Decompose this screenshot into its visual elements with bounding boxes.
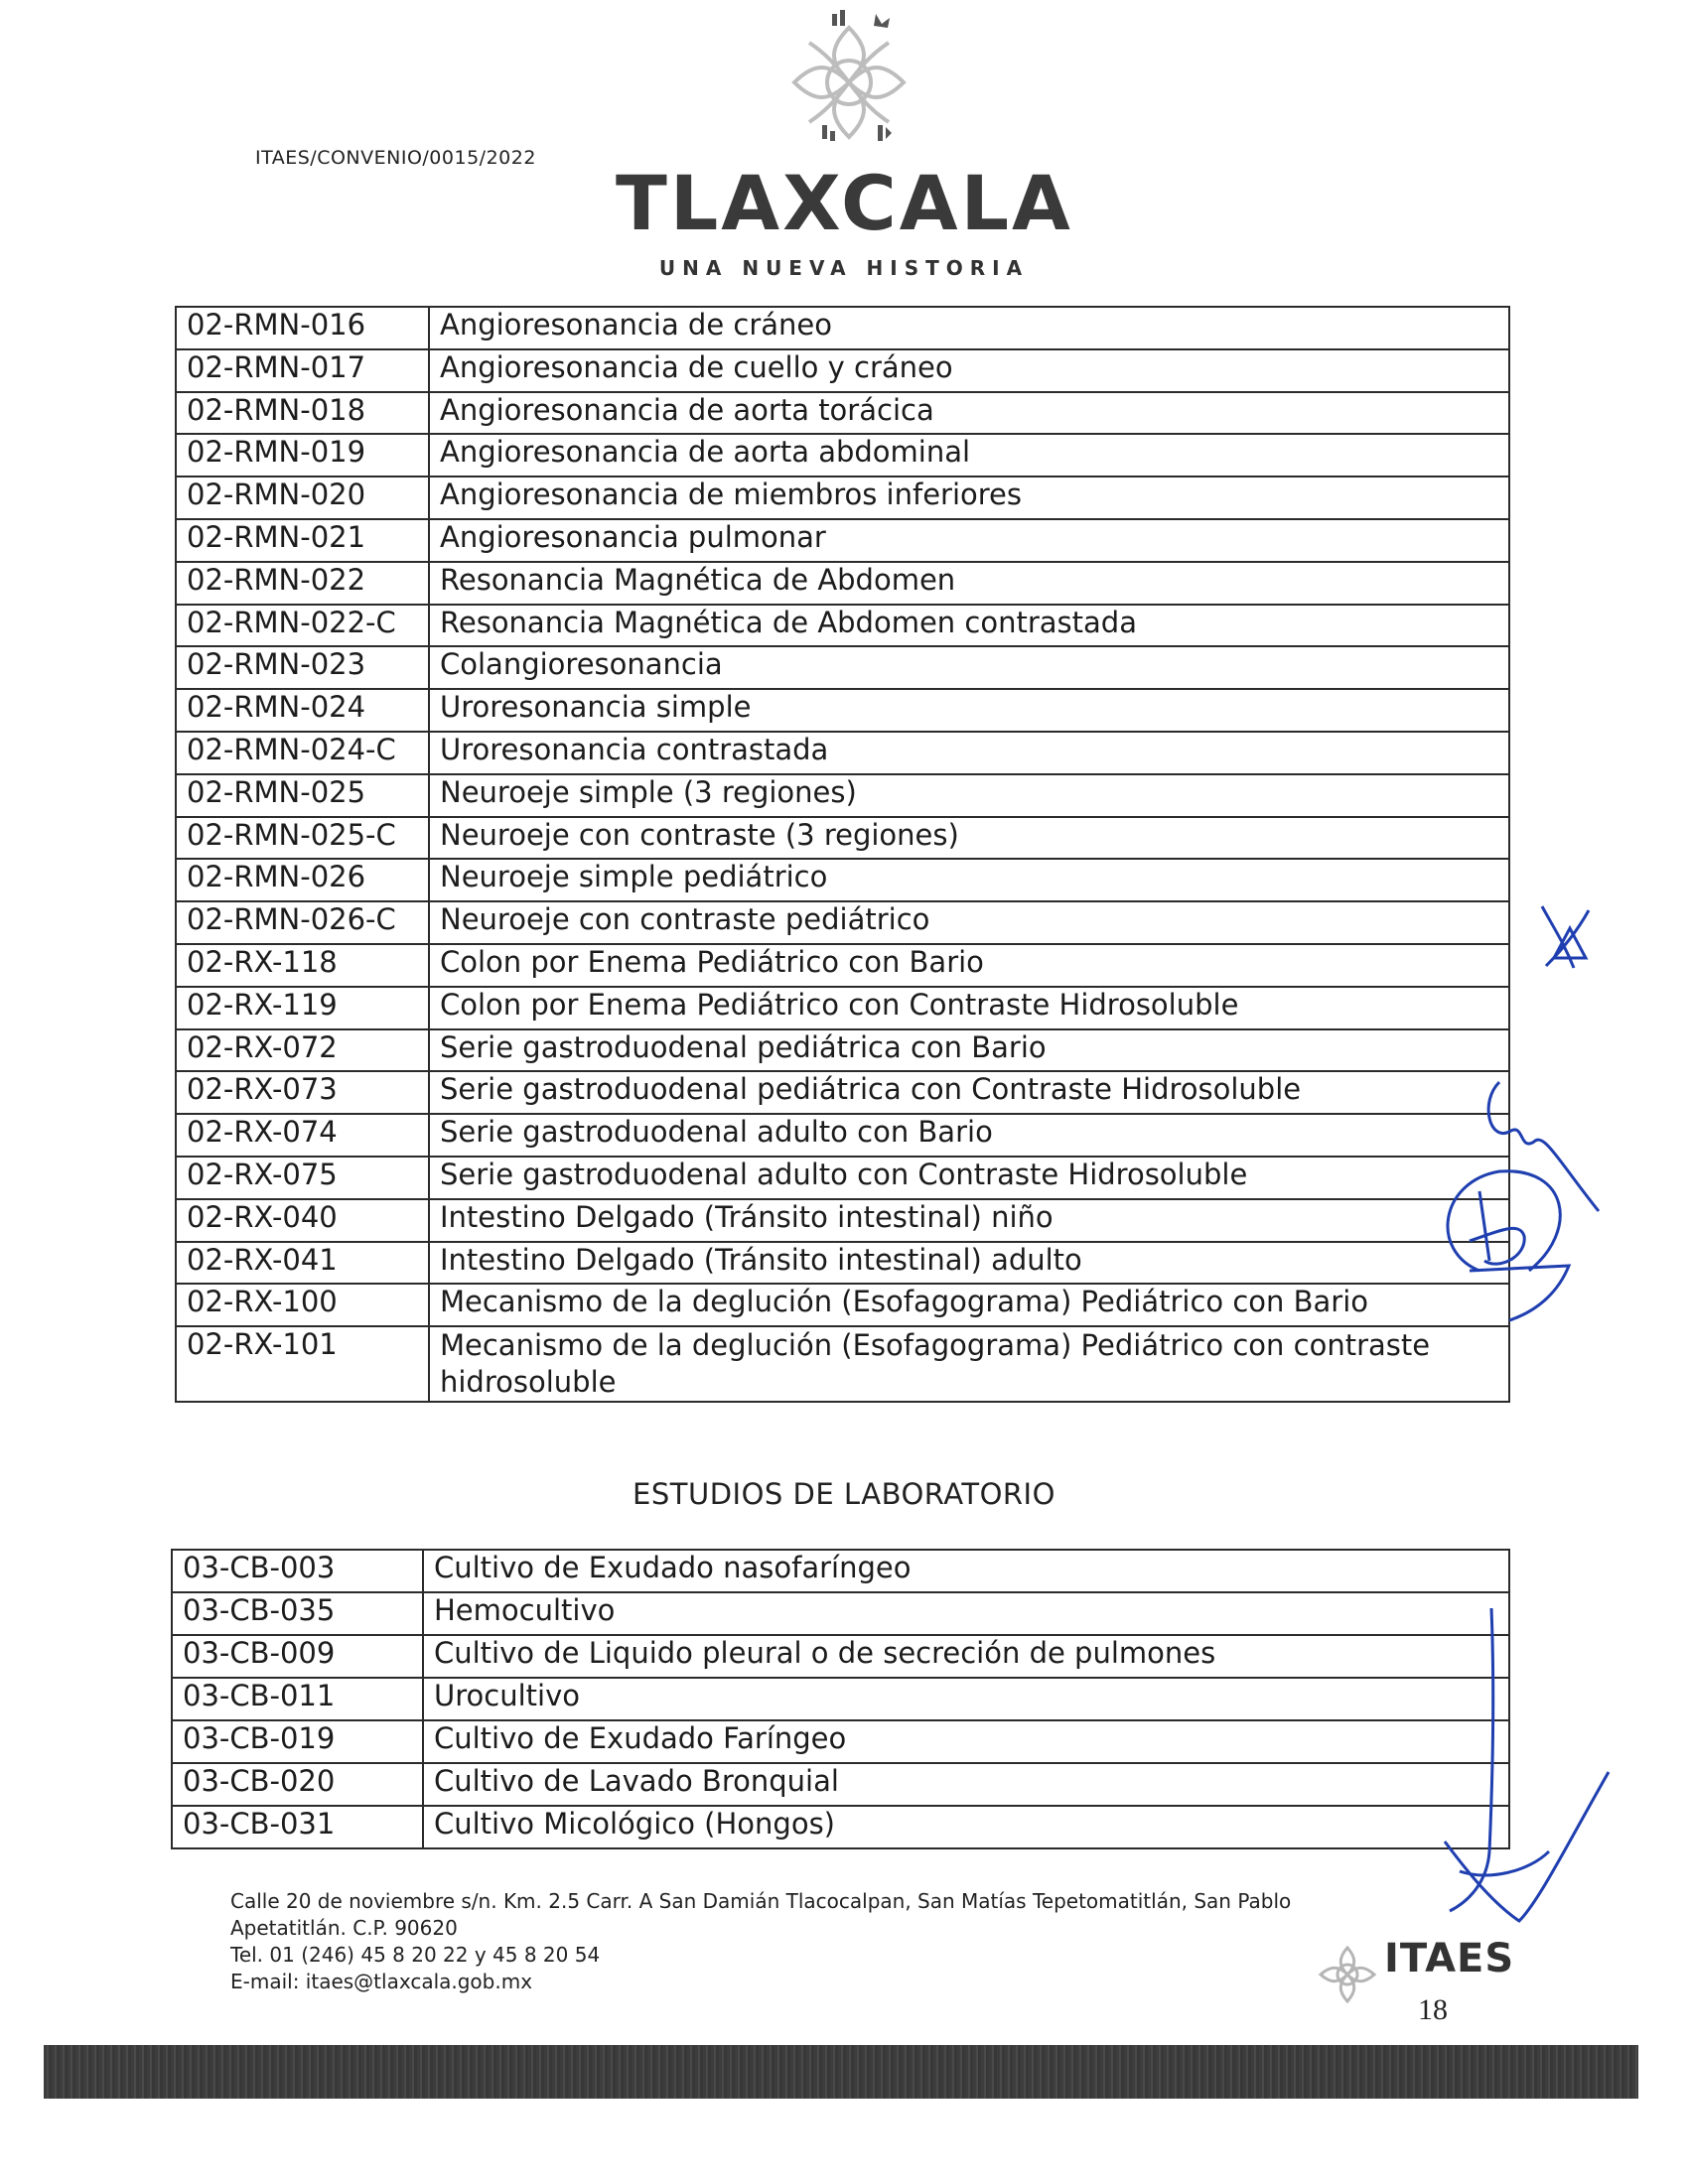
study-description: Angioresonancia de cuello y cráneo [429,349,1509,392]
study-code: 02-RX-118 [176,944,429,987]
study-description: Resonancia Magnética de Abdomen [429,562,1509,605]
study-description: Colangioresonancia [429,646,1509,689]
table-row [176,944,1509,987]
study-code: 03-CB-019 [172,1720,423,1763]
table-row [172,1806,1509,1848]
study-code: 02-RX-100 [176,1284,429,1326]
footer-address [230,1888,1422,1995]
study-description: Colon por Enema Pediátrico con Bario [429,944,1509,987]
study-description: Angioresonancia de aorta abdominal [429,434,1509,477]
tlaxcala-emblem-icon [765,8,933,157]
table-row [176,1029,1509,1072]
study-code: 02-RX-075 [176,1157,429,1199]
table-row [176,1326,1509,1402]
study-code: 02-RMN-025 [176,774,429,817]
study-code: 02-RMN-022 [176,562,429,605]
study-description: Neuroeje simple pediátrico [429,859,1509,901]
study-code: 02-RMN-018 [176,392,429,435]
table-row [176,1071,1509,1114]
study-description: Cultivo de Lavado Bronquial [423,1763,1509,1806]
study-code: 02-RMN-016 [176,307,429,349]
study-description: Cultivo de Exudado nasofaríngeo [423,1550,1509,1592]
study-description: Neuroeje simple (3 regiones) [429,774,1509,817]
signature-icon [1430,1603,1618,1931]
study-description: Serie gastroduodenal pediátrica con Contraste Hidrosoluble [429,1071,1509,1114]
study-description: Mecanismo de la deglución (Esofagograma) Pediátrico con Bario [429,1284,1509,1326]
study-description: Uroresonancia simple [429,689,1509,732]
study-code: 02-RMN-017 [176,349,429,392]
study-description: Angioresonancia pulmonar [429,519,1509,562]
study-description: Intestino Delgado (Tránsito intestinal) niño [429,1199,1509,1242]
table-row [172,1678,1509,1720]
study-code: 02-RMN-025-C [176,817,429,860]
initials-signature-icon [1534,898,1604,978]
study-code: 03-CB-020 [172,1763,423,1806]
study-code: 02-RMN-026 [176,859,429,901]
study-code: 02-RX-074 [176,1114,429,1157]
study-code: 02-RMN-023 [176,646,429,689]
signature-icon [1410,1072,1609,1340]
table-row [172,1550,1509,1592]
study-description: Serie gastroduodenal adulto con Contraste Hidrosoluble [429,1157,1509,1199]
table-row [176,859,1509,901]
table-row [172,1635,1509,1678]
study-description: Colon por Enema Pediátrico con Contraste Hidrosoluble [429,987,1509,1029]
study-code: 02-RX-072 [176,1029,429,1072]
table-row [176,1157,1509,1199]
footer-bar [44,2045,1638,2099]
study-description: Angioresonancia de cráneo [429,307,1509,349]
logo-title: TLAXCALA [616,159,1073,247]
document-reference: ITAES/CONVENIO/0015/2022 [255,147,536,169]
study-code: 02-RMN-021 [176,519,429,562]
study-code: 02-RX-073 [176,1071,429,1114]
study-code: 02-RX-041 [176,1242,429,1285]
study-description: Cultivo de Exudado Faríngeo [423,1720,1509,1763]
study-code: 03-CB-035 [172,1592,423,1635]
table-row [176,1114,1509,1157]
study-description: Urocultivo [423,1678,1509,1720]
study-code: 02-RX-101 [176,1326,429,1402]
study-code: 03-CB-003 [172,1550,423,1592]
study-description: Serie gastroduodenal pediátrica con Bario [429,1029,1509,1072]
study-description: Angioresonancia de miembros inferiores [429,477,1509,519]
table-row [176,477,1509,519]
study-code: 02-RMN-026-C [176,901,429,944]
table-row [176,646,1509,689]
table-row [176,519,1509,562]
table-row [172,1763,1509,1806]
table-row [176,817,1509,860]
table-row [176,1242,1509,1285]
study-code: 03-CB-009 [172,1635,423,1678]
table-row [176,774,1509,817]
table-row [176,987,1509,1029]
table-row [176,434,1509,477]
study-code: 02-RMN-020 [176,477,429,519]
itaes-logo-text: ITAES [1384,1936,1515,1981]
study-code: 03-CB-011 [172,1678,423,1720]
study-description: Intestino Delgado (Tránsito intestinal) adulto [429,1242,1509,1285]
study-code: 02-RX-119 [176,987,429,1029]
study-description: Hemocultivo [423,1592,1509,1635]
table-row [176,349,1509,392]
study-description: Mecanismo de la deglución (Esofagograma) Pediátrico con contraste hidrosoluble [429,1326,1509,1402]
study-code: 03-CB-031 [172,1806,423,1848]
table-row [176,1199,1509,1242]
table-row [176,605,1509,647]
study-code: 02-RMN-024-C [176,732,429,774]
table-row [176,1284,1509,1326]
study-code: 02-RX-040 [176,1199,429,1242]
imaging-studies-table [175,306,1510,1403]
logo-subtitle: UNA NUEVA HISTORIA [658,256,1030,280]
study-code: 02-RMN-024 [176,689,429,732]
study-code: 02-RMN-022-C [176,605,429,647]
table-row [172,1592,1509,1635]
email-line: E-mail: itaes@tlaxcala.gob.mx [230,1970,533,1993]
lab-studies-table [171,1549,1510,1849]
page-number: 18 [1418,1993,1448,2026]
table-row [176,732,1509,774]
table-row [176,392,1509,435]
phone-line: Tel. 01 (246) 45 8 20 22 y 45 8 20 54 [230,1943,601,1967]
table-row [176,689,1509,732]
study-description: Neuroeje con contraste (3 regiones) [429,817,1509,860]
study-description: Angioresonancia de aorta torácica [429,392,1509,435]
itaes-logo [1313,1936,1611,2025]
study-description: Neuroeje con contraste pediátrico [429,901,1509,944]
address-line: Apetatitlán. C.P. 90620 [230,1916,458,1940]
table-row [172,1720,1509,1763]
table-row [176,901,1509,944]
study-code: 02-RMN-019 [176,434,429,477]
study-description: Serie gastroduodenal adulto con Bario [429,1114,1509,1157]
address-line: Calle 20 de noviembre s/n. Km. 2.5 Carr. A San Damián Tlacocalpan, San Matías Tepetomatitlán, San Pablo [230,1889,1292,1913]
lab-section-title: ESTUDIOS DE LABORATORIO [633,1477,1055,1511]
study-description: Resonancia Magnética de Abdomen contrastada [429,605,1509,647]
study-description: Cultivo de Liquido pleural o de secreción de pulmones [423,1635,1509,1678]
itaes-emblem-icon [1313,1940,1382,2009]
table-row [176,562,1509,605]
study-description: Uroresonancia contrastada [429,732,1509,774]
study-description: Cultivo Micológico (Hongos) [423,1806,1509,1848]
table-row [176,307,1509,349]
